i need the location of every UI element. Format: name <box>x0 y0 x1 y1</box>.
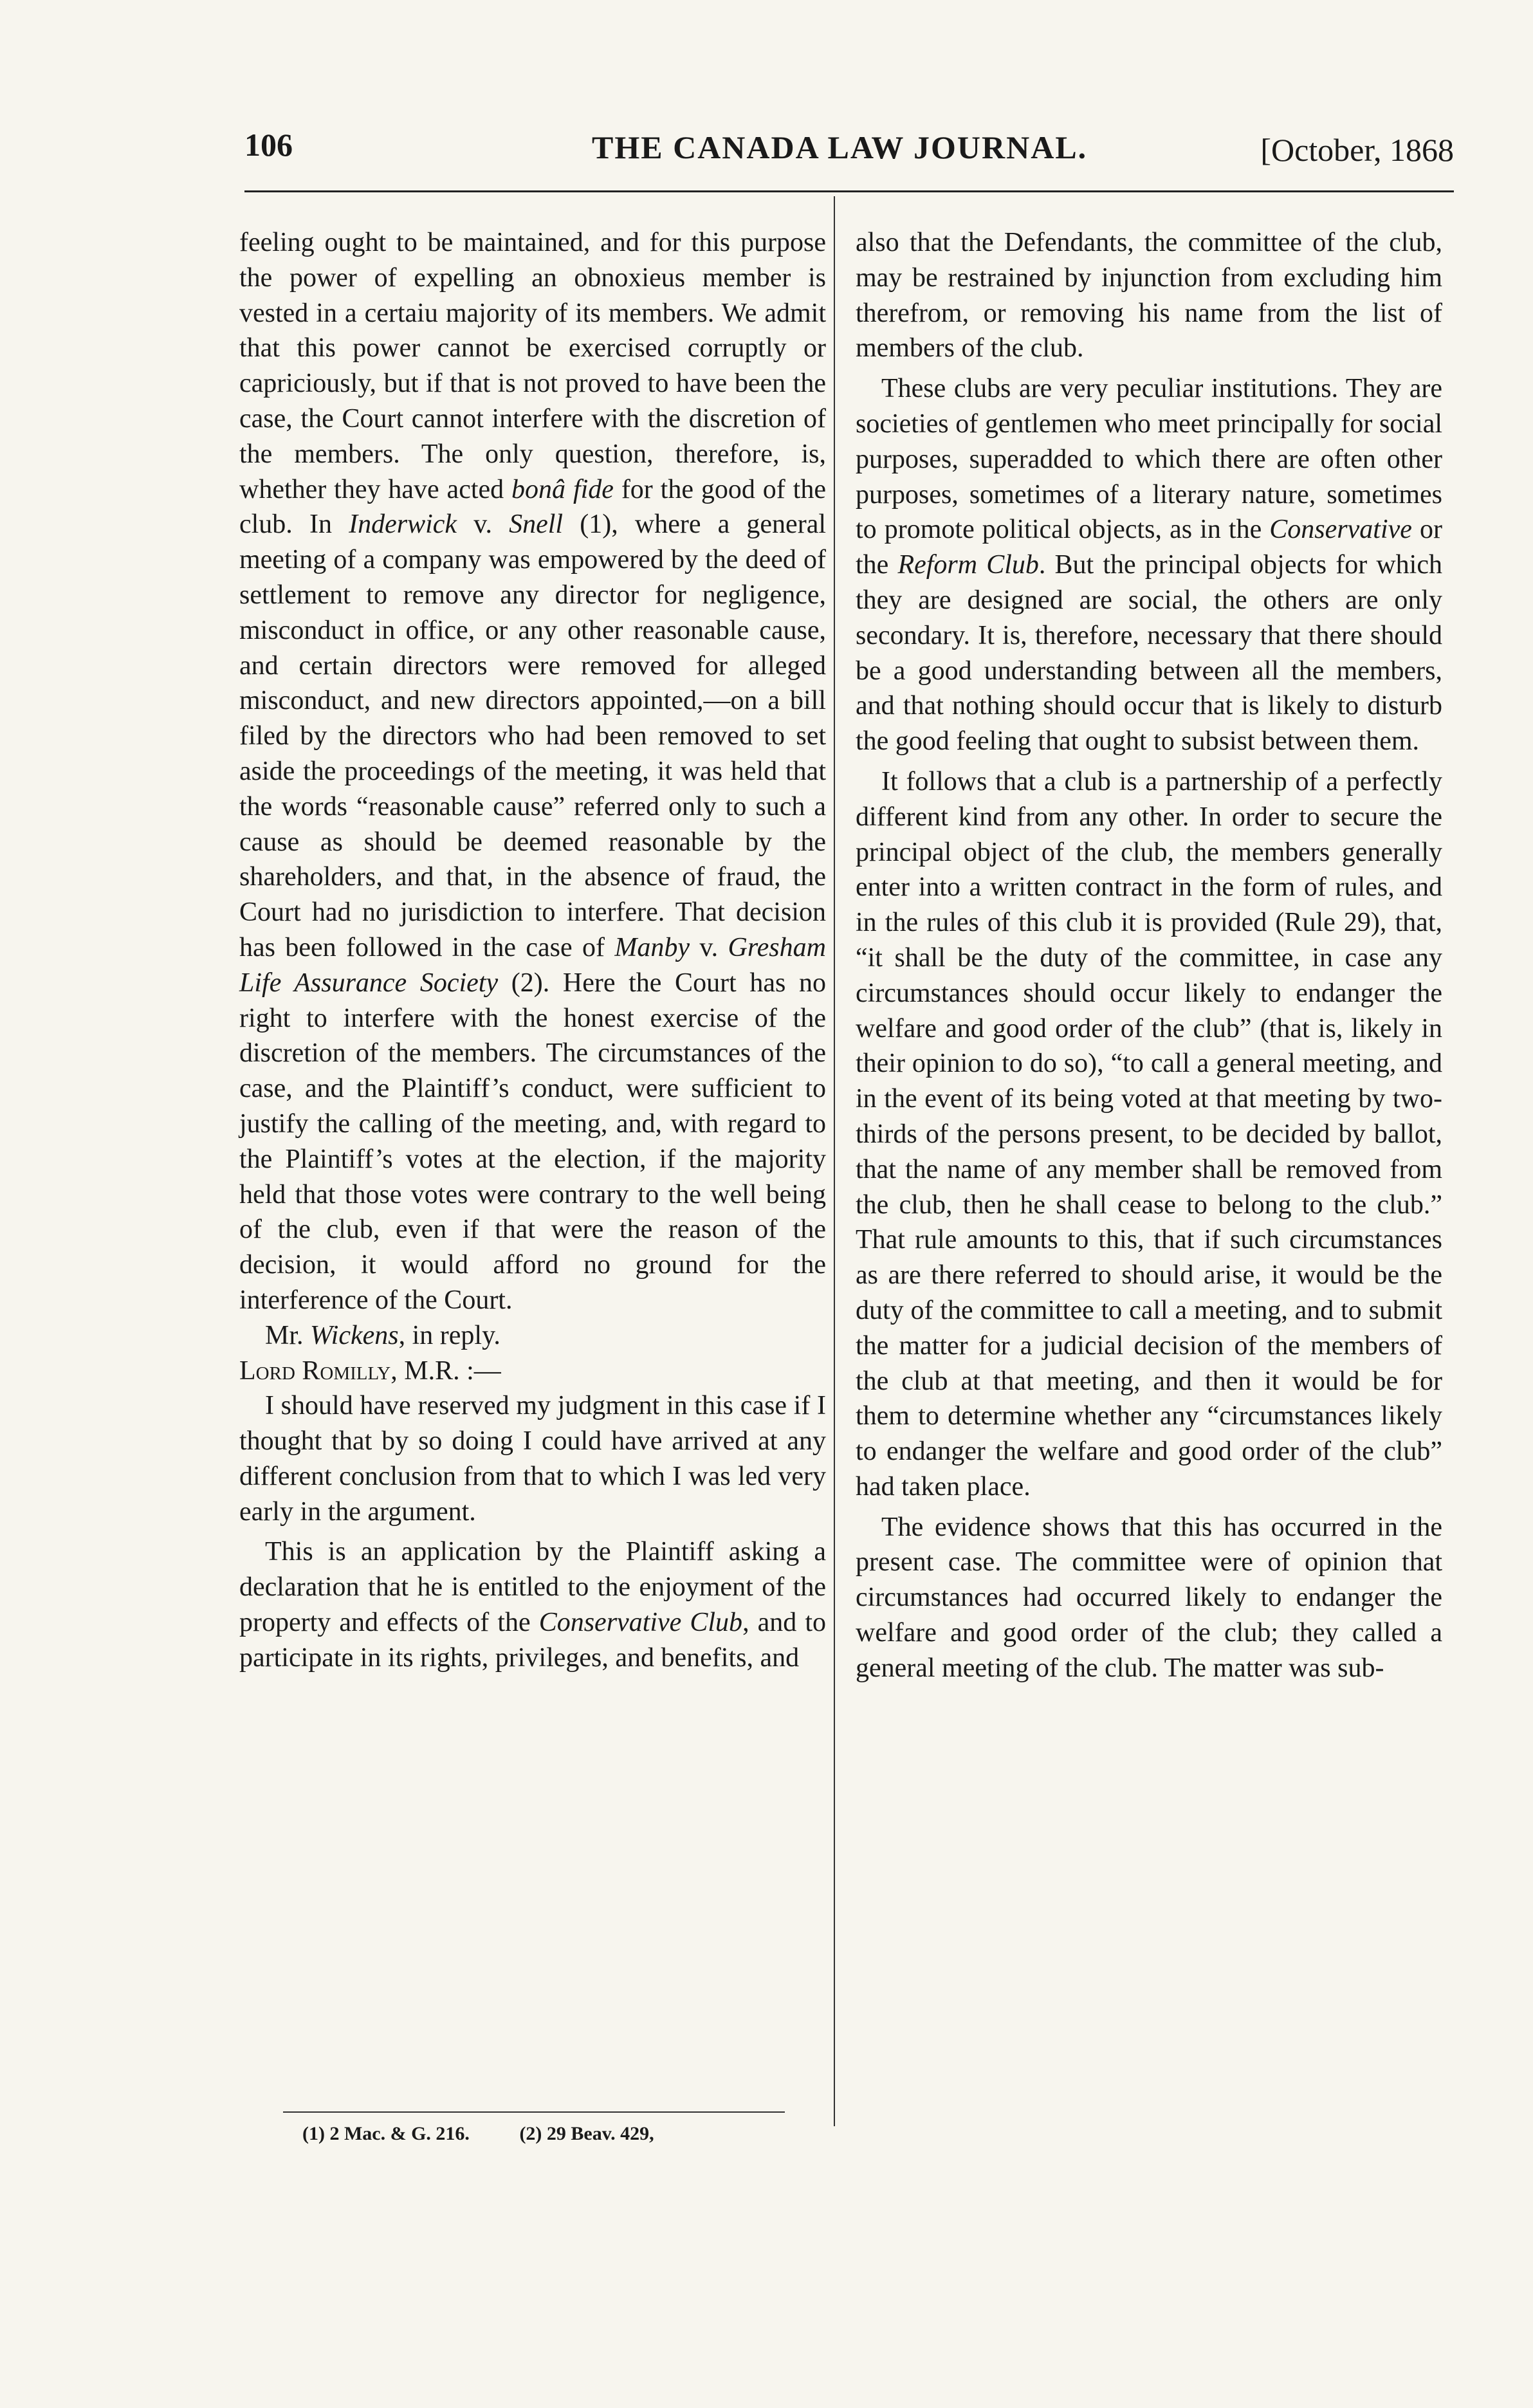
paragraph: This is an application by the Plaintiff asking a declaration that he is entitled to the enjoyment of the property and effects of the Conservative Club, and to participate in its rights, privileges, and benefits, and <box>239 1537 827 1673</box>
header-rule <box>244 190 1454 192</box>
judge-heading: Lord Romilly, M.R. :— <box>239 1356 501 1386</box>
page-number: 106 <box>244 127 293 163</box>
paragraph: These clubs are very peculiar institutions. They are societies of gentlemen who meet principally for social purposes, superadded to which there are often other purposes, sometimes of a literary nature, sometimes to promote political objects, as in the Conservative or the Reform Club. But the principal objects for which they are designed are social, the others are only secondary. It is, therefore, necessary that there should be a good understanding between all the members, and that nothing should occur that is likely to disturb the good feeling that ought to subsist between them. <box>856 374 1442 757</box>
column-divider <box>834 196 835 2126</box>
issue-date: [October, 1868 <box>1260 132 1454 168</box>
paragraph: feeling ought to be maintained, and for this purpose the power of expelling an obnoxieus member is vested in a certaiu majority of its members. We admit that this power cannot be exercised corruptly or capriciously, but if that is not proved to have been the case, the Court cannot interfere with the discretion of the members. The only question, therefore, is, whether they have acted bonâ fide for the good of the club. In Inderwick v. Snell (1), where a general meeting of a company was empowered by the deed of settlement to remove any director for negligence, misconduct in office, or any other reasonable cause, and certain directors were removed for alleged misconduct, and new directors appointed,—on a bill filed by the directors who had been removed to set aside the proceedings of the meeting, it was held that the words “reasonable cause” referred only to such a cause as should be deemed reasonable by the shareholders, and that, in the absence of fraud, the Court had no jurisdiction to interfere. That decision has been followed in the case of Manby v. Gresham Life Assurance Society (2). Here the Court has no right to interfere with the honest exercise of the discretion of the members. The circumstances of the case, and the Plaintiff’s conduct, were sufficient to justify the calling of the meeting, and, with regard to the Plaintiff’s votes at the election, if the majority held that those votes were contrary to the well being of the club, even if that were the reason of the decision, it would afford no ground for the interference of the Court. <box>239 228 826 1315</box>
footnote-rule <box>283 2111 785 2113</box>
paragraph-counsel-reply: Mr. Wickens, in reply. <box>265 1320 500 1350</box>
paragraph: It follows that a club is a partnership of a perfectly different kind from any other. In order to secure the principal object of the club, the members generally enter into a written contract in the form of rules, and in the rules of this club it is provided (Rule 29), that, “it shall be the duty of the committee, in case any circumstances should occur likely to endanger the welfare and good order of the club” (that is, likely in their opinion to do so), “to call a general meeting, and in the event of its being voted at that meeting by two-thirds of the persons present, to be decided by ballot, that the name of any member shall be removed from the club, then he shall cease to belong to the club.” That rule amounts to this, that if such circumstances as are there referred to should arise, it would be the duty of the committee to call a meeting, and to submit the matter for a judicial decision of the members of the club at that meeting, and then it would be for them to determine whether any “circumstances likely to endanger the welfare and good order of the club” had taken place. <box>856 766 1442 1502</box>
left-column <box>239 225 826 1676</box>
footnote-2: (2) 29 Beav. 429, <box>519 2123 654 2144</box>
right-column <box>856 225 1442 1686</box>
footnotes <box>302 2123 654 2145</box>
paragraph: I should have reserved my judgment in this case if I thought that by so doing I could have arrived at any different conclusion from that to which I was led very early in the argument. <box>239 1391 826 1527</box>
paragraph: The evidence shows that this has occurred in the present case. The committee were of opinion that circumstances had occurred likely to endanger the welfare and good order of the club; they called a general meeting of the club. The matter was sub- <box>856 1512 1442 1683</box>
running-header <box>244 122 1454 174</box>
paragraph: also that the Defendants, the committee of the club, may be restrained by injunction from excluding him therefrom, or removing his name from the list of members of the club. <box>856 228 1442 363</box>
footnote-1: (1) 2 Mac. & G. 216. <box>302 2123 470 2144</box>
journal-title: THE CANADA LAW JOURNAL. <box>592 129 1088 165</box>
